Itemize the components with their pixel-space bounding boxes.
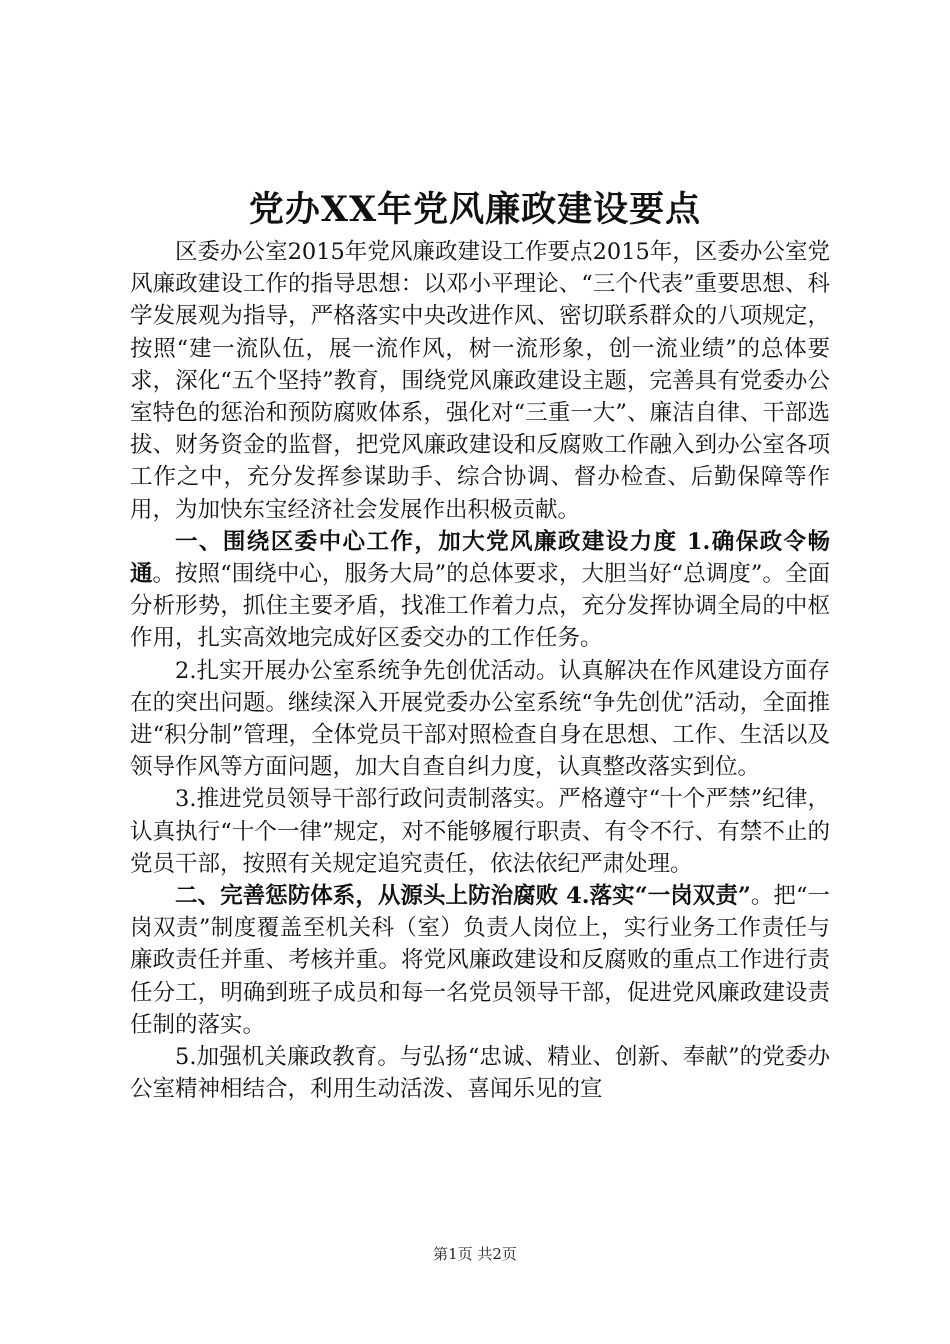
paragraph-text: 2.扎实开展办公室系统争先创优活动。认真解决在作风建设方面存在的突出问题。继续深入开展党委办公室系统“争先创优”活动，全面推进“积分制”管理，全体党员干部对照检查自身在思想、工作、生活以及领导作风等方面问题，加大自查自纠力度，认真整改落实到位。 [130,657,830,781]
paragraph-item-2 [130,655,830,784]
paragraph-text: 区委办公室2015年党风廉政建设工作要点2015年，区委办公室党风廉政建设工作的指导思想：以邓小平理论、“三个代表”重要思想、科学发展观为指导，严格落实中央改进作风、密切联系群众的八项规定，按照“建一流队伍，展一流作风，树一流形象，创一流业绩”的总体要求，深化“五个坚持”教育，围绕党风廉政建设主题，完善具有党委办公室特色的惩治和预防腐败体系，强化对“三重一大”、廉洁自律、干部选拔、财务资金的监督，把党风廉政建设和反腐败工作融入到办公室各项工作之中，充分发挥参谋助手、综合协调、督办检查、后勤保障等作用，为加快东宝经济社会发展作出积极贡献。 [130,239,830,523]
section-heading: 二、完善惩防体系，从源头上防治腐败 4.落实“一岗双责” [175,883,751,910]
page-number-footer: 第1页 共2页 [433,1245,517,1263]
paragraph-intro [130,236,830,526]
paragraph-item-5 [130,1041,830,1105]
document-title: 党办XX年党风廉政建设要点 [248,189,702,230]
paragraph-text: 3.推进党员领导干部行政问责制落实。严格遵守“十个严禁”纪律，认真执行“十个一律”规定，对不能够履行职责、有令不行、有禁不止的党员干部，按照有关规定追究责任，依法依纪严肃处理。 [130,786,830,877]
paragraph-text: 。把“一岗双责”制度覆盖至机关科（室）负责人岗位上，实行业务工作责任与廉政责任并重、考核并重。将党风廉政建设和反腐败的重点工作进行责任分工，明确到班子成员和每一名党员领导干部，促进党风廉政建设责任制的落实。 [130,883,830,1038]
paragraph-text: 5.加强机关廉政教育。与弘扬“忠诚、精业、创新、奉献”的党委办公室精神相结合，利用生动活泼、喜闻乐见的宣 [130,1044,830,1103]
document-body [130,236,830,1105]
section-heading: 一、围绕区委中心工作，加大党风廉政建设力度 1.确保政令畅通 [130,528,830,588]
paragraph-section-2 [130,880,830,1041]
paragraph-item-3 [130,783,830,880]
paragraph-text: 。按照“围绕中心，服务大局”的总体要求，大胆当好“总调度”。全面分析形势，抓住主要矛盾，找准工作着力点，充分发挥协调全局的中枢作用，扎实高效地完成好区委交办的工作任务。 [130,561,830,652]
paragraph-section-1 [130,526,830,655]
